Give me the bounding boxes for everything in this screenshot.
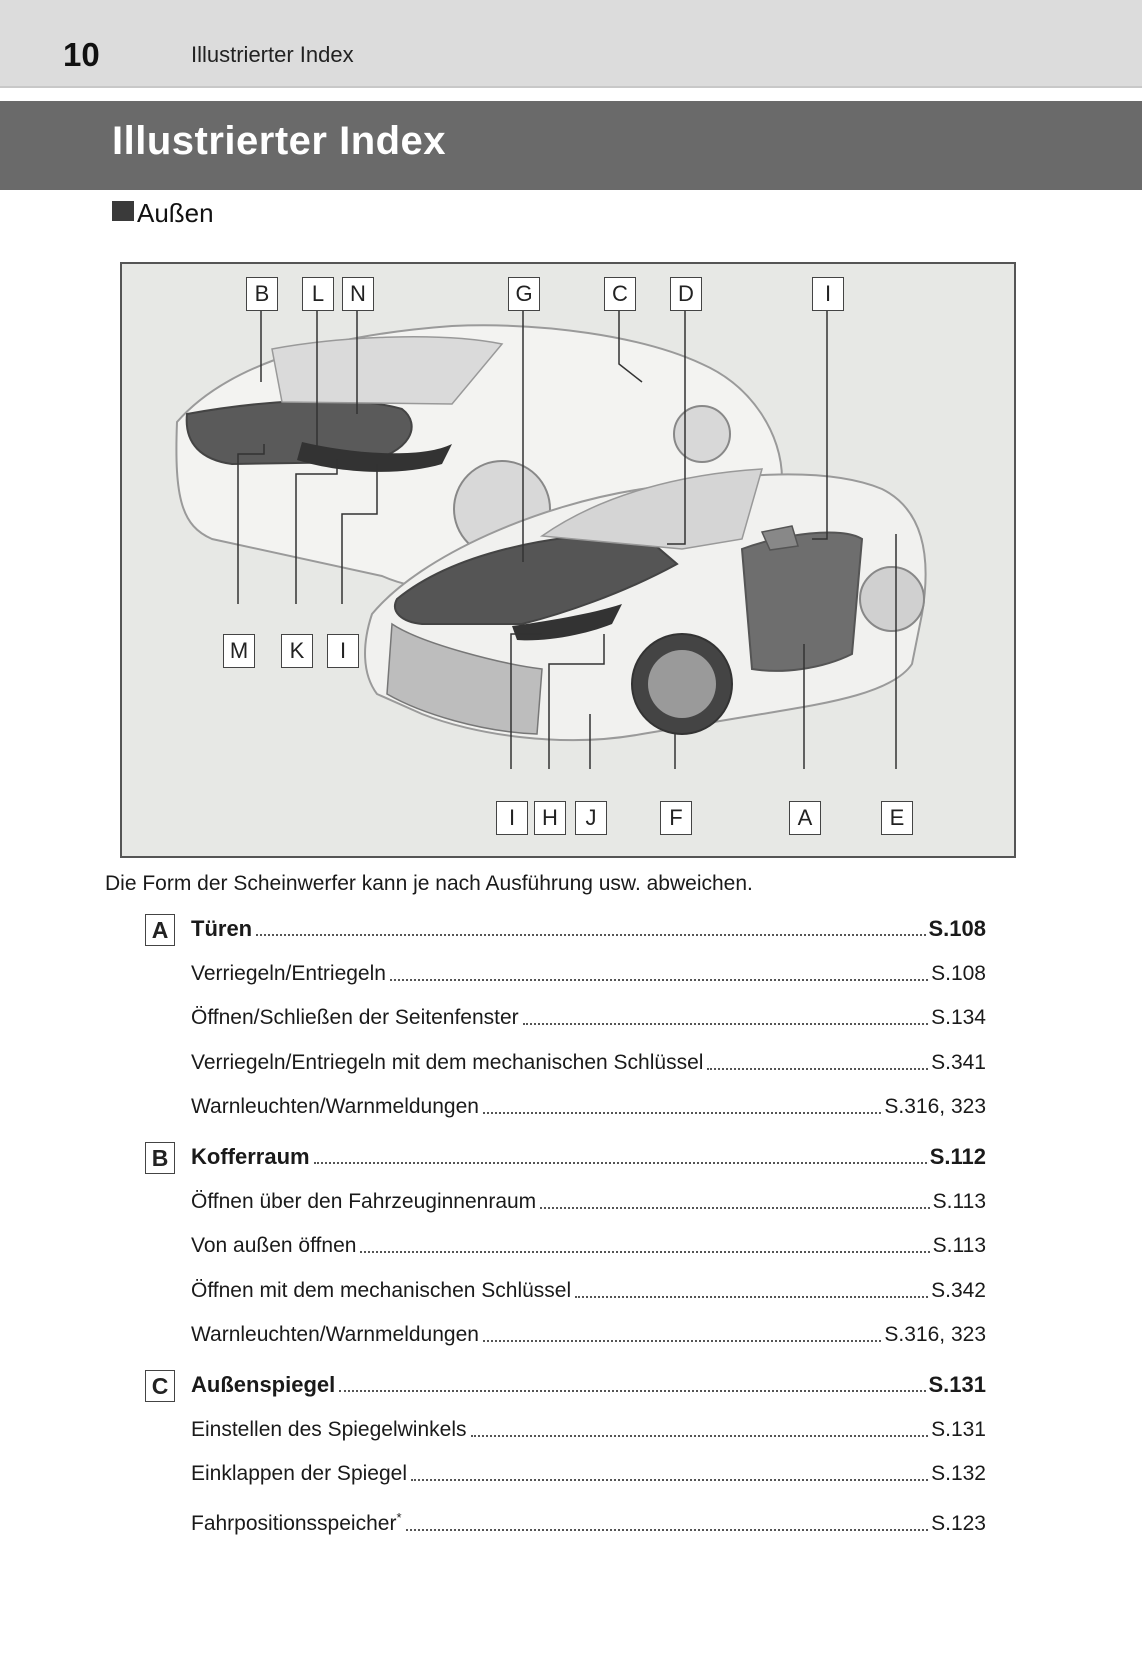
- car-exterior-illustration: [120, 262, 1016, 858]
- entry-page[interactable]: S.341: [931, 1051, 986, 1074]
- entry-page[interactable]: S.316, 323: [884, 1323, 986, 1346]
- dot-leader: [406, 1529, 929, 1531]
- index-entry[interactable]: [191, 1273, 986, 1305]
- index-entry[interactable]: [191, 1184, 986, 1216]
- callout-label: H: [534, 801, 566, 835]
- entry-page[interactable]: S.112: [929, 1144, 986, 1169]
- callout-label: I: [812, 277, 844, 311]
- callout-label: C: [604, 277, 636, 311]
- entry-page[interactable]: S.132: [931, 1462, 986, 1485]
- entry-label: Öffnen über den Fahrzeuginnenraum: [191, 1190, 537, 1213]
- index-entry-main[interactable]: [191, 1139, 986, 1171]
- dot-leader: [339, 1390, 925, 1392]
- entry-label: Öffnen mit dem mechanischen Schlüssel: [191, 1279, 572, 1302]
- index-entry[interactable]: [191, 1045, 986, 1077]
- group-badge: A: [145, 914, 175, 946]
- footnote-marker: *: [396, 1510, 402, 1525]
- callout-label: I: [496, 801, 528, 835]
- rear-wheel-far: [674, 406, 730, 462]
- entry-page[interactable]: S.113: [932, 1190, 986, 1213]
- index-entry[interactable]: [191, 956, 986, 988]
- entry-label: Türen: [191, 916, 253, 941]
- dot-leader: [483, 1340, 881, 1342]
- index-entry[interactable]: [191, 1456, 986, 1488]
- dot-leader: [256, 934, 925, 936]
- index-entry[interactable]: [191, 1412, 986, 1444]
- entry-label: Außenspiegel: [191, 1372, 336, 1397]
- entry-page[interactable]: S.131: [928, 1372, 986, 1397]
- front-wheel-rim: [648, 650, 716, 718]
- title-bar: [0, 101, 1142, 190]
- square-bullet-icon: [112, 201, 134, 221]
- dot-leader: [360, 1251, 929, 1253]
- rear-wheel-front-car: [860, 567, 924, 631]
- dot-leader: [575, 1296, 928, 1298]
- running-header: [0, 0, 1142, 88]
- callout-label: N: [342, 277, 374, 311]
- dot-leader: [411, 1479, 928, 1481]
- entry-page[interactable]: S.108: [928, 916, 986, 941]
- dot-leader: [390, 979, 928, 981]
- entry-label: Verriegeln/Entriegeln mit dem mechanischen Schlüssel: [191, 1051, 704, 1074]
- running-header-title: Illustrierter Index: [191, 42, 354, 67]
- callout-label: D: [670, 277, 702, 311]
- entry-page[interactable]: S.123: [931, 1512, 986, 1535]
- entry-label: Warnleuchten/Warnmeldungen: [191, 1323, 479, 1346]
- entry-label: Von außen öffnen: [191, 1234, 357, 1257]
- entry-page[interactable]: S.108: [931, 962, 986, 985]
- page-title: Illustrierter Index: [112, 119, 447, 163]
- callout-label: K: [281, 634, 313, 668]
- callout-label: A: [789, 801, 821, 835]
- page-number: 10: [63, 36, 100, 73]
- section-heading: [112, 198, 214, 229]
- entry-page[interactable]: S.134: [931, 1006, 986, 1029]
- callout-label: I: [327, 634, 359, 668]
- index-entry[interactable]: [191, 1000, 986, 1032]
- index-entry-main[interactable]: [191, 1367, 986, 1399]
- group-badge: B: [145, 1142, 175, 1174]
- dot-leader: [707, 1068, 928, 1070]
- dot-leader: [314, 1162, 927, 1164]
- entry-label: Einstellen des Spiegelwinkels: [191, 1418, 467, 1441]
- car-drawing: [122, 264, 1014, 856]
- entry-page[interactable]: S.316, 323: [884, 1095, 986, 1118]
- index-entry[interactable]: [191, 1089, 986, 1121]
- door: [742, 532, 862, 670]
- entry-label: Verriegeln/Entriegeln: [191, 962, 386, 985]
- index-entry[interactable]: [191, 1317, 986, 1349]
- callout-label: J: [575, 801, 607, 835]
- callout-label: B: [246, 277, 278, 311]
- callout-label: E: [881, 801, 913, 835]
- section-heading-text: Außen: [137, 198, 214, 228]
- entry-label: Einklappen der Spiegel: [191, 1462, 407, 1485]
- index-entry[interactable]: [191, 1506, 986, 1538]
- callout-label: F: [660, 801, 692, 835]
- dot-leader: [523, 1023, 928, 1025]
- index-entry[interactable]: [191, 1228, 986, 1260]
- dot-leader: [540, 1207, 929, 1209]
- dot-leader: [483, 1112, 881, 1114]
- entry-page[interactable]: S.113: [932, 1234, 986, 1257]
- entry-label: Öffnen/Schließen der Seitenfenster: [191, 1006, 519, 1029]
- entry-label: Kofferraum: [191, 1144, 310, 1169]
- figure-caption: Die Form der Scheinwerfer kann je nach Ausführung usw. abweichen.: [105, 872, 753, 895]
- entry-page[interactable]: S.131: [931, 1418, 986, 1441]
- callout-label: L: [302, 277, 334, 311]
- entry-label-text: Fahrpositionsspeicher: [191, 1512, 397, 1535]
- callout-label: M: [223, 634, 255, 668]
- dot-leader: [471, 1435, 929, 1437]
- callout-label: G: [508, 277, 540, 311]
- entry-label: Warnleuchten/Warnmeldungen: [191, 1095, 479, 1118]
- entry-label: [191, 1504, 402, 1538]
- entry-page[interactable]: S.342: [931, 1279, 986, 1302]
- group-badge: C: [145, 1370, 175, 1402]
- index-entry-main[interactable]: [191, 911, 986, 943]
